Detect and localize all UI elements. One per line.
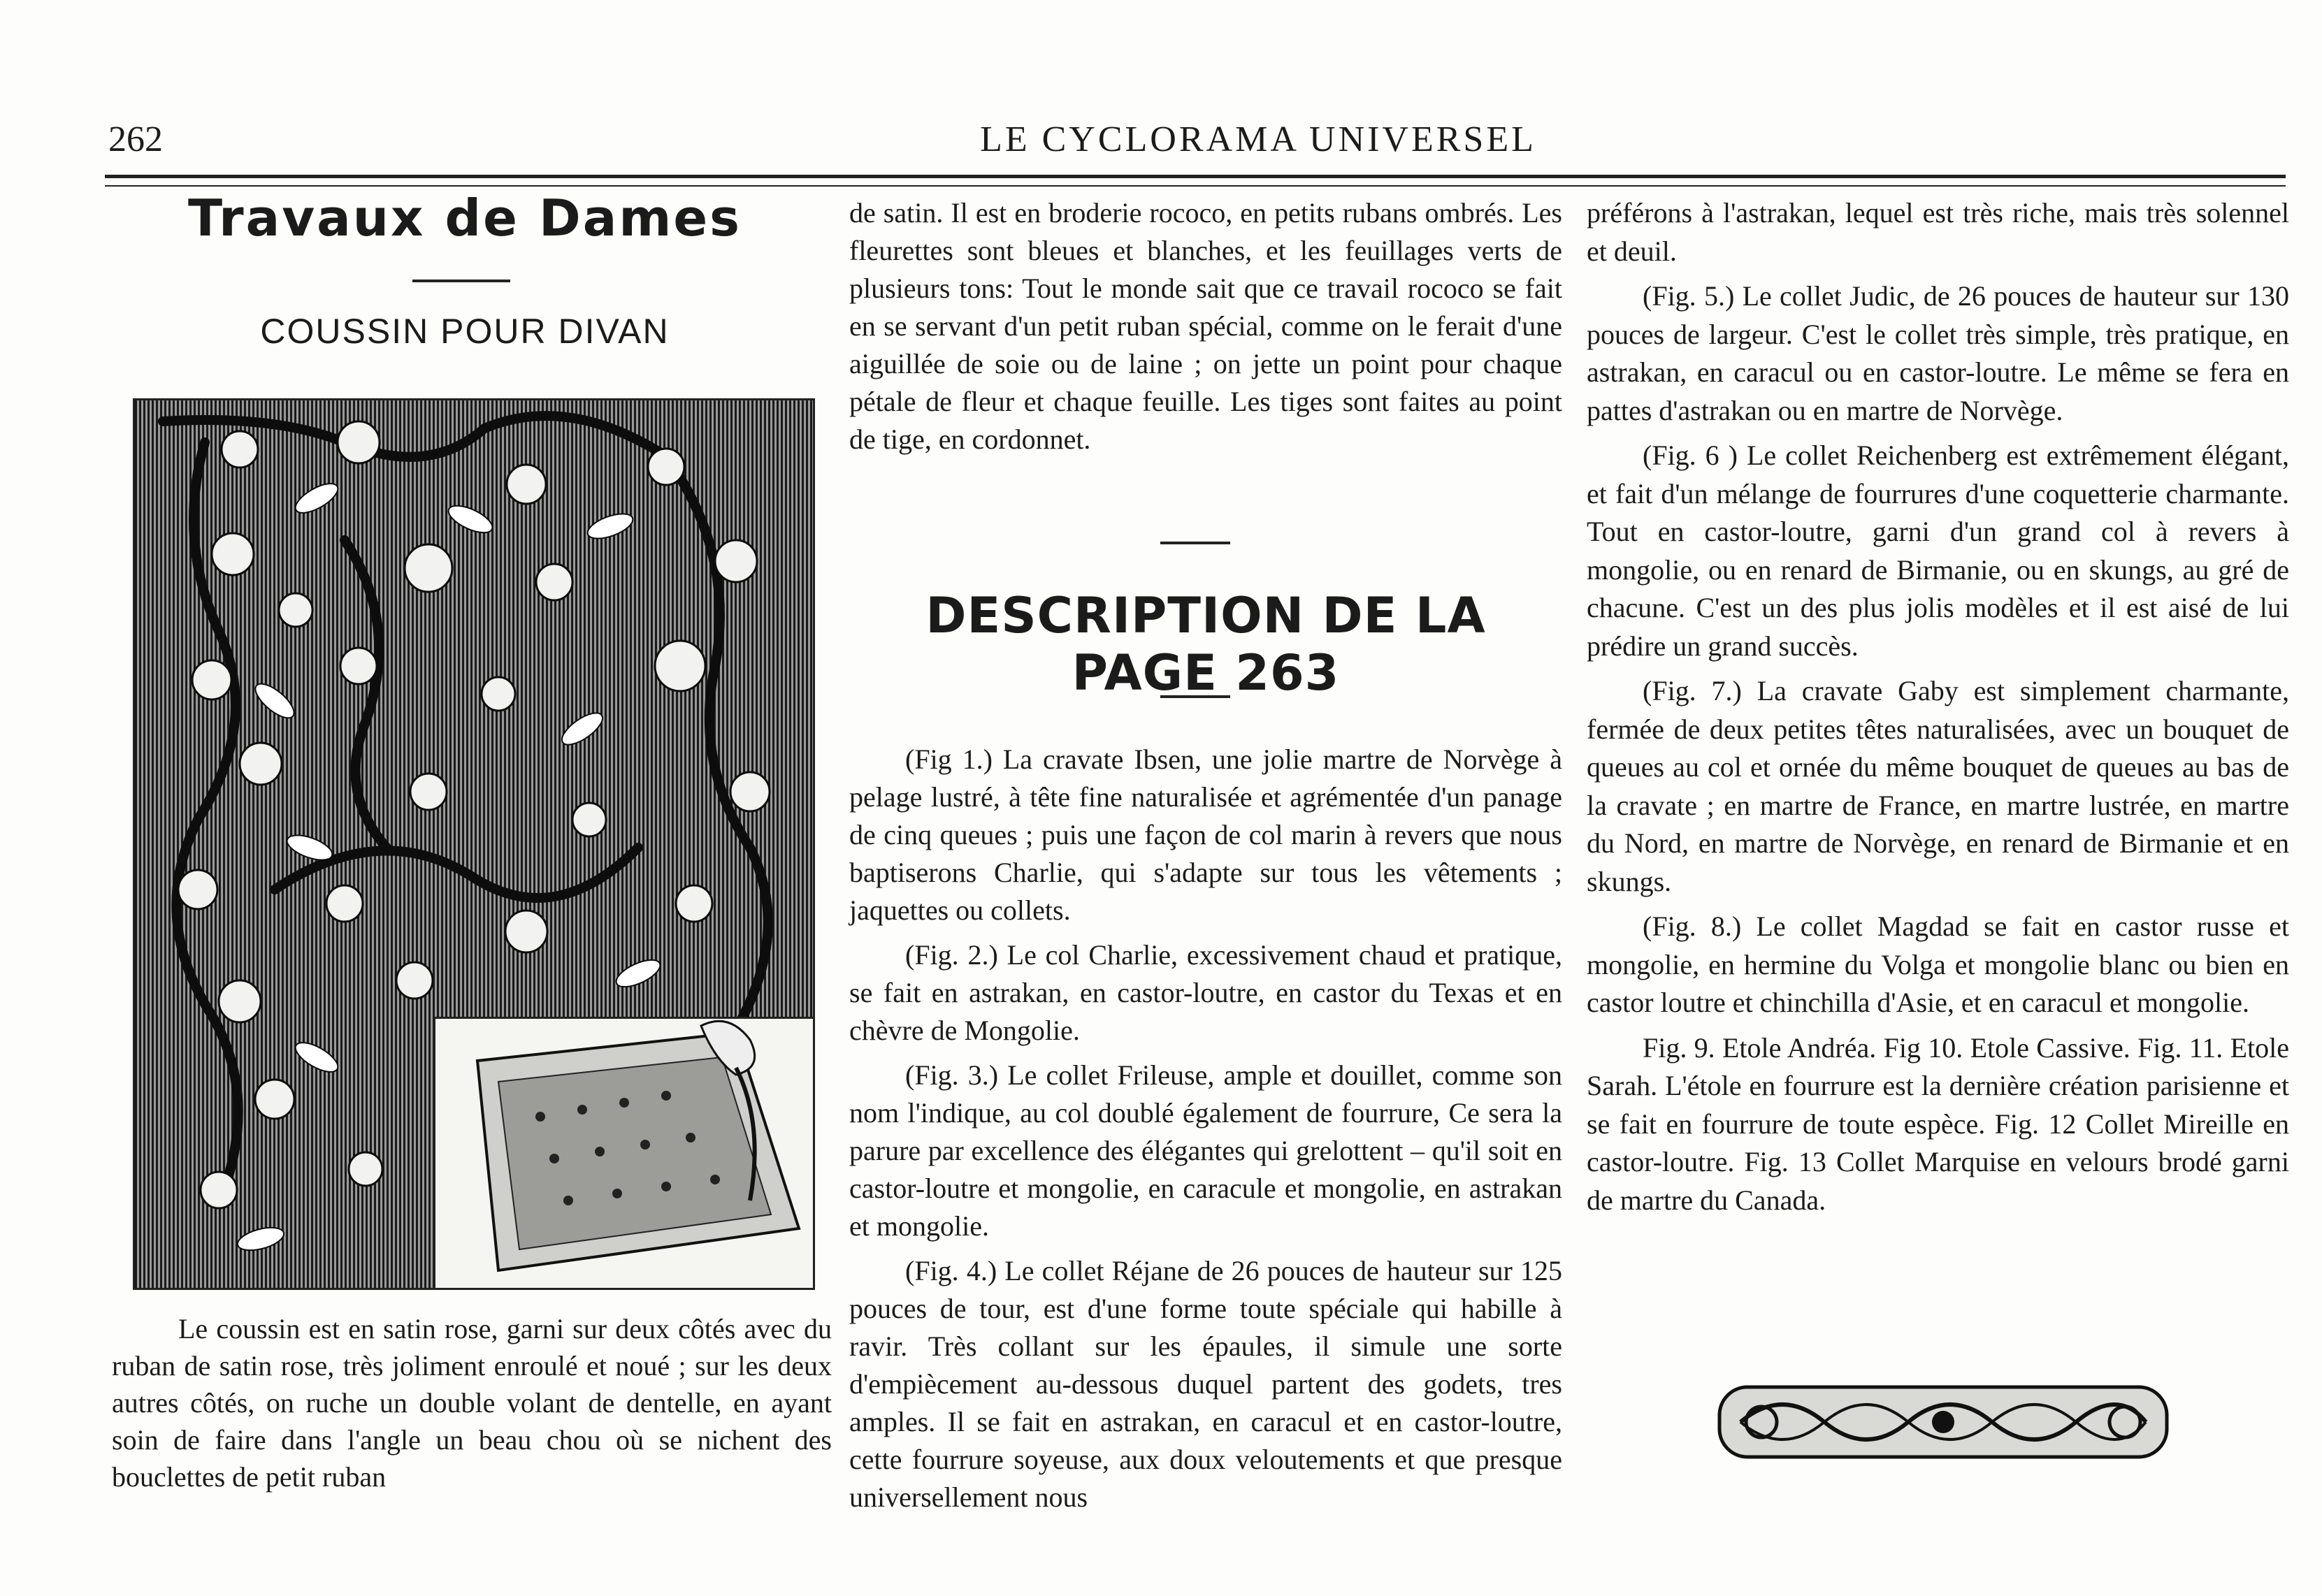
body-paragraph: préférons à l'astrakan, lequel est très riche, mais très solennel et deuil. — [1587, 197, 2289, 267]
running-head: LE CYCLORAMA UNIVERSEL — [980, 119, 1536, 159]
body-paragraph: (Fig. 7.) La cravate Gaby est simplement charmante, fermée de deux petites têtes naturalisées, avec un bouquet de queues au col et ornée du même bouquet de queues au bas de la cravate ; en martre de France, en martre lustrée, en martre du Nord, en martre de Norvège, en renard de Birmanie et en skungs. — [1587, 675, 2289, 897]
article-subtitle: COUSSIN POUR DIVAN — [260, 312, 670, 351]
body-paragraph: Le coussin est en satin rose, garni sur deux côtés avec du ruban de satin rose, très joliment enroulé et noué ; sur les deux autres côtés, on ruche un double volant de dentelle, en ayant soin de faire dans l'angle un beau chou où se nichent des bouclettes de petit ruban — [112, 1313, 832, 1493]
body-paragraph: (Fig. 8.) Le collet Magdad se fait en castor russe et mongolie, en hermine du Volga et mongolie blanc ou bien en castor loutre et chinchilla d'Asie, et en caracul et mongolie. — [1587, 911, 2289, 1018]
body-paragraph: (Fig 1.) La cravate Ibsen, une jolie martre de Norvège à pelage lustré, à tête fine naturalisée et agrémentée d'un panage de cinq queues ; puis une façon de col marin à revers que nous baptiserons Charlie, qui s'adapte sur tous les vêtements ; jaquettes ou collets. — [849, 743, 1562, 926]
body-paragraph: (Fig. 3.) Le collet Frileuse, ample et douillet, comme son nom l'indique, au col doublé également de fourrure, Ce sera la parure par excellence des élégantes qui grelottent – qu'il soit en castor-loutre et mongolie, en caracule et mongolie, en astrakan et mongolie. — [849, 1059, 1562, 1242]
ornament-drawing — [1699, 1380, 2188, 1464]
section-title: Travaux de Dames — [187, 189, 742, 247]
title-separator — [412, 280, 510, 282]
article-body — [112, 1310, 832, 1495]
body-paragraph: (Fig. 4.) Le collet Réjane de 26 pouces de hauteur sur 125 pouces de tour, est d'une forme toute spéciale qui habille à ravir. Très collant sur les épaules, il simule une sorte d'empiècement au-dessous duquel partent des godets, tres amples. Il se fait en astrakan, en caracul et en castor-loutre, cette fourrure soyeuse, aux doux veloutements et que presque universellement nous — [849, 1255, 1562, 1513]
heading-separator — [1160, 542, 1230, 544]
body-paragraph: (Fig. 2.) Le col Charlie, excessivement chaud et pratique, se fait en astrakan, en castor-loutre, en castor du Texas et en chèvre de Mongolie. — [849, 939, 1562, 1046]
heading-separator — [1160, 695, 1230, 698]
body-paragraph: (Fig. 5.) Le collet Judic, de 26 pouces de hauteur sur 130 pouces de largeur. C'est le collet très simple, très pratique, en astrakan, en caracul ou en castor-loutre. Le même se fera en pattes d'astrakan ou en martre de Norvège. — [1587, 280, 2289, 426]
decorative-ornament — [1699, 1380, 2188, 1464]
cushion-illustration — [433, 1017, 815, 1290]
cushion-drawing — [435, 1019, 813, 1288]
body-paragraph: Fig. 9. Etole Andréa. Fig 10. Etole Cassive. Fig. 11. Etole Sarah. L'étole en fourrure est la dernière création parisienne et se fait en fourrure de toute espèce. Fig. 12 Collet Mireille en castor-loutre. Fig. 13 Collet Marquise en velours brodé garni de martre du Canada. — [1587, 1031, 2289, 1216]
body-paragraph: de satin. Il est en broderie rococo, en petits rubans ombrés. Les fleurettes sont bleues et blanches, et les feuillages verts de plusieurs tons: Tout le monde sait que ce travail rococo se fait en se servant d'un petit ruban spécial, comme on le ferait d'une aiguillée de soie ou de laine ; on jette un point pour chaque pétale de fleur et chaque feuille. Les tiges sont faites au point de tige, en cordonnet. — [849, 197, 1562, 455]
page-number: 262 — [108, 119, 163, 159]
header-rule — [105, 175, 2286, 178]
body-paragraph: (Fig. 6 ) Le collet Reichenberg est extrêmement élégant, et fait d'un mélange de fourrures d'une coquetterie charmante. Tout en castor-loutre, garni d'un grand col à revers à mongolie, ou en renard de Birmanie, ou en skungs, au gré de chacune. C'est un des plus jolis modèles et il est aisé de lui prédire un grand succès. — [1587, 440, 2289, 662]
section-heading: DESCRIPTION DE LA PAGE 263 — [925, 587, 1486, 702]
description-body — [849, 741, 1562, 1523]
header-rule-thin — [105, 185, 2286, 187]
article-continuation — [849, 194, 1562, 458]
description-body-continued — [1587, 194, 2289, 1226]
